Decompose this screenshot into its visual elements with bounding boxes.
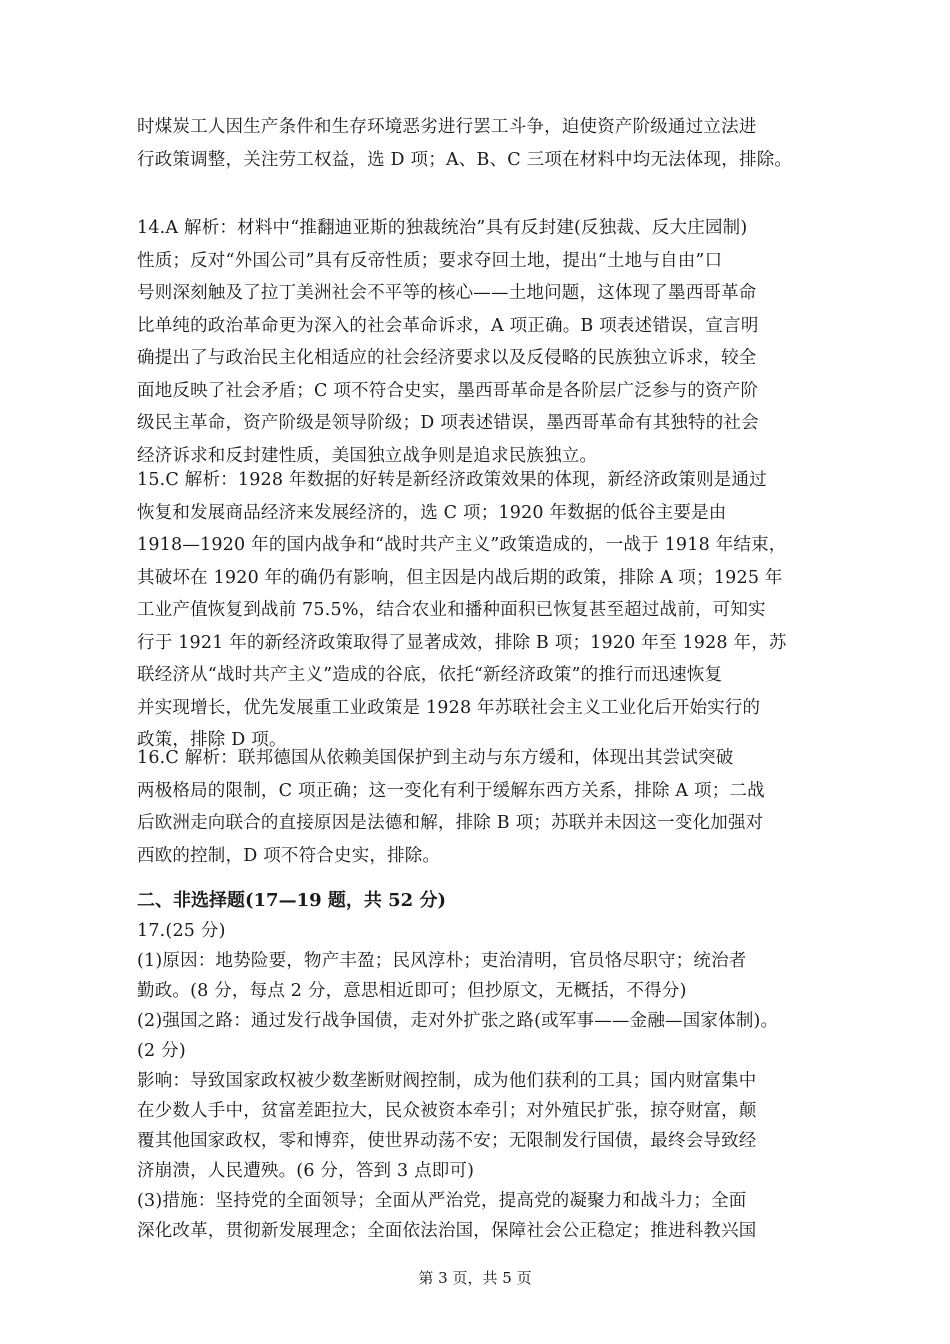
question-17-part-2: (2)强国之路：通过发行战争国债，走对外扩张之路(或军事——金融—国家体制)。 (2 分) (137, 1011, 779, 1061)
question-17-answers (137, 916, 827, 1246)
question-17-title: 17.(25 分) (137, 921, 226, 941)
answer-15-explanation: 15.C 解析：1928 年数据的好转是新经济政策效果的体现，新经济政策则是通过 恢复和发展商品经济来发展经济的，选 C 项；1920 年数据的低谷主要是由 1918—1920 年的国内战争和“战时共产主义”政策造成的，一战于 1918 年结束， 其破坏在 1920 年的确仍有影响，但主因是内战后期的政策，排除 A 项；1925 年 工业产值恢复到战前 75.5%，结合农业和播种面积已恢复甚至超过战前，可知实 行于 1921 年的新经济政策取得了显著成效，排除 B 项；1920 年至 1928 年，苏 联经济从“战时共产主义”造成的谷底，依托“新经济政策”的推行而迅速恢复 并实现增长，优先发展重工业政策是 1928 年苏联社会主义工业化后开始实行的 政策，排除 D 项。 (137, 470, 787, 750)
answer-16-explanation: 16.C 解析：联邦德国从依赖美国保护到主动与东方缓和，体现出其尝试突破 两极格局的限制，C 项正确；这一变化有利于缓解东西方关系，排除 A 项；二战 后欧洲走向联合的直接原因是法德和解，排除 B 项；苏联并未因这一变化加强对 西欧的控制，D 项不符合史实，排除。 (137, 748, 765, 866)
question-17-part-3: (3)措施：坚持党的全面领导；全面从严治党，提高党的凝聚力和战斗力；全面 深化改革，贯彻新发展理念；全面依法治国，保障社会公正稳定；推进科教兴国 (137, 1191, 757, 1241)
page-number-footer: 第 3 页，共 5 页 (418, 1269, 532, 1287)
section-heading-non-choice: 二、非选择题(17—19 题，共 52 分) (137, 890, 446, 911)
question-17-part-1: (1)原因：地势险要，物产丰盈；民风淳朴；吏治清明，官员恪尽职守；统治者 勤政。(8 分，每点 2 分，意思相近即可；但抄原文，无概括，不得分) (137, 951, 747, 1001)
answer-13-continuation: 时煤炭工人因生产条件和生存环境恶劣进行罢工斗争，迫使资产阶级通过立法进 行政策调整，关注劳工权益，选 D 项；A、B、C 三项在材料中均无法体现，排除。 (137, 117, 793, 170)
question-17-effect: 影响：导致国家政权被少数垄断财阀控制，成为他们获利的工具；国内财富集中 在少数人手中，贫富差距拉大，民众被资本牵引；对外殖民扩张，掠夺财富，颠 覆其他国家政权，零和博弈，使世界动荡不安；无限制发行国债，最终会导致经 济崩溃，人民遭殃。(6 分，答到 3 点即可) (137, 1071, 757, 1181)
answer-14-explanation: 14.A 解析：材料中“推翻迪亚斯的独裁统治”具有反封建(反独裁、反大庄园制) 性质；反对“外国公司”具有反帝性质；要求夺回土地，提出“土地与自由”口 号则深刻触及了拉丁美洲社会不平等的核心——土地问题，这体现了墨西哥革命 比单纯的政治革命更为深入的社会革命诉求，A 项正确。B 项表述错误，宣言明 确提出了与政治民主化相适应的社会经济要求以及反侵略的民族独立诉求，较全 面地反映了社会矛盾；C 项不符合史实，墨西哥革命是各阶层广泛参与的资产阶 级民主革命，资产阶级是领导阶级；D 项表述错误，墨西哥革命有其独特的社会 经济诉求和反封建性质，美国独立战争则是追求民族独立。 (137, 218, 759, 466)
